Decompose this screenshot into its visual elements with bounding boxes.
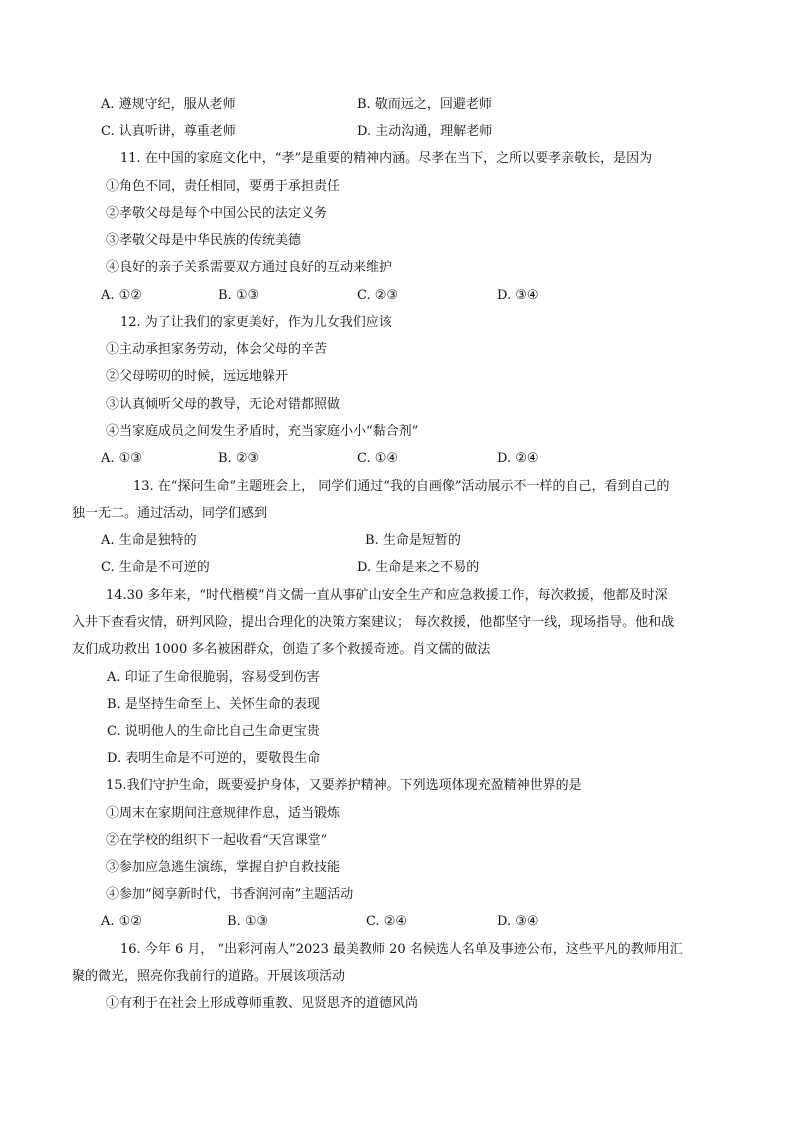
q15-stem: 15.我们守护生命，既要爱护身体，又要养护精神。下列选项体现充盈精神世界的是: [106, 778, 582, 793]
q11-stem: 11. 在中国的家庭文化中，“孝”是重要的精神内涵。尽孝在当下，之所以要孝亲敬长，是因为: [120, 151, 653, 166]
q10-option-c: C. 认真听讲，尊重老师: [101, 124, 236, 139]
q12-item-2: ②父母唠叨的时候，远远地躲开: [106, 369, 289, 384]
q12-item-4: ④当家庭成员之间发生矛盾时，充当家庭小小“黏合剂”: [106, 424, 419, 439]
q11-item-3: ③孝敬父母是中华民族的传统美德: [106, 233, 302, 248]
q12-option-d: D. ②④: [497, 451, 539, 466]
q11-item-2: ②孝敬父母是每个中国公民的法定义务: [106, 206, 328, 221]
q15-item-4: ④参加“阅享新时代，书香润河南”主题活动: [106, 887, 354, 902]
q16-stem-line1: 16. 今年 6 月， “出彩河南人”2023 最美教师 20 名候选人名单及事迹公布，这些平凡的教师用汇: [120, 942, 683, 957]
q15-option-a: A. ①②: [101, 914, 142, 929]
q12-option-a: A. ①③: [101, 451, 142, 466]
q15-item-3: ③参加应急逃生演练，掌握自护自救技能: [106, 860, 341, 875]
q14-stem-line2: 入井下查看灾情，研判风险，提出合理化的决策方案建议； 每次救援，他都坚守一线，现场指导。他和战: [72, 615, 675, 630]
q10-option-a: A. 遵规守纪，服从老师: [101, 97, 236, 112]
q10-option-d: D. 主动沟通，理解老师: [357, 124, 493, 139]
q16-stem-line2: 聚的微光，照亮你我前行的道路。开展该项活动: [72, 969, 346, 984]
q14-stem-line1: 14.30 多年来，“时代楷模”肖文儒一直从事矿山安全生产和应急救援工作，每次救援，他都及时深: [106, 588, 668, 603]
q11-item-4: ④良好的亲子关系需要双方通过良好的互动来维护: [106, 260, 393, 275]
q15-option-b: B. ①③: [227, 914, 269, 929]
q11-option-a: A. ①②: [101, 288, 142, 303]
q11-item-1: ①角色不同，责任相同，要勇于承担责任: [106, 179, 341, 194]
q14-option-a: A. 印证了生命很脆弱，容易受到伤害: [107, 670, 320, 685]
q15-item-1: ①周末在家期间注意规律作息，适当锻炼: [106, 806, 341, 821]
q14-stem-line3: 友们成功救出 1000 多名被困群众，创造了多个救援奇迹。肖文儒的做法: [72, 642, 491, 657]
q13-stem-line1: 13. 在“探问生命”主题班会上， 同学们通过“我的自画像”活动展示不一样的自己，看到自己的: [133, 479, 670, 494]
q13-option-d: D. 生命是来之不易的: [357, 560, 480, 575]
q11-option-d: D. ③④: [497, 288, 539, 303]
q12-item-3: ③认真倾听父母的教导，无论对错都照做: [106, 397, 341, 412]
q13-option-a: A. 生命是独特的: [101, 533, 197, 548]
q15-option-c: C. ②④: [366, 914, 408, 929]
q13-option-c: C. 生命是不可逆的: [101, 560, 210, 575]
q16-item-1: ①有利于在社会上形成尊师重教、见贤思齐的道德风尚: [106, 996, 419, 1011]
q11-option-c: C. ②③: [357, 288, 399, 303]
q12-option-c: C. ①④: [357, 451, 399, 466]
q12-item-1: ①主动承担家务劳动，体会父母的辛苦: [106, 342, 328, 357]
q14-option-c: C. 说明他人的生命比自己生命更宝贵: [107, 724, 320, 739]
q15-option-d: D. ③④: [497, 914, 539, 929]
q14-option-d: D. 表明生命是不可逆的，要敬畏生命: [107, 751, 321, 766]
q11-option-b: B. ①③: [218, 288, 260, 303]
q14-option-b: B. 是坚持生命至上、关怀生命的表现: [107, 697, 320, 712]
q12-option-b: B. ②③: [218, 451, 260, 466]
q12-stem: 12. 为了让我们的家更美好，作为儿女我们应该: [120, 315, 392, 330]
q10-option-b: B. 敬而远之，回避老师: [357, 97, 492, 112]
q13-stem-line2: 独一无二。通过活动，同学们感到: [72, 506, 268, 521]
q13-option-b: B. 生命是短暂的: [365, 533, 461, 548]
q15-item-2: ②在学校的组织下一起收看“天宫课堂”: [106, 833, 328, 848]
